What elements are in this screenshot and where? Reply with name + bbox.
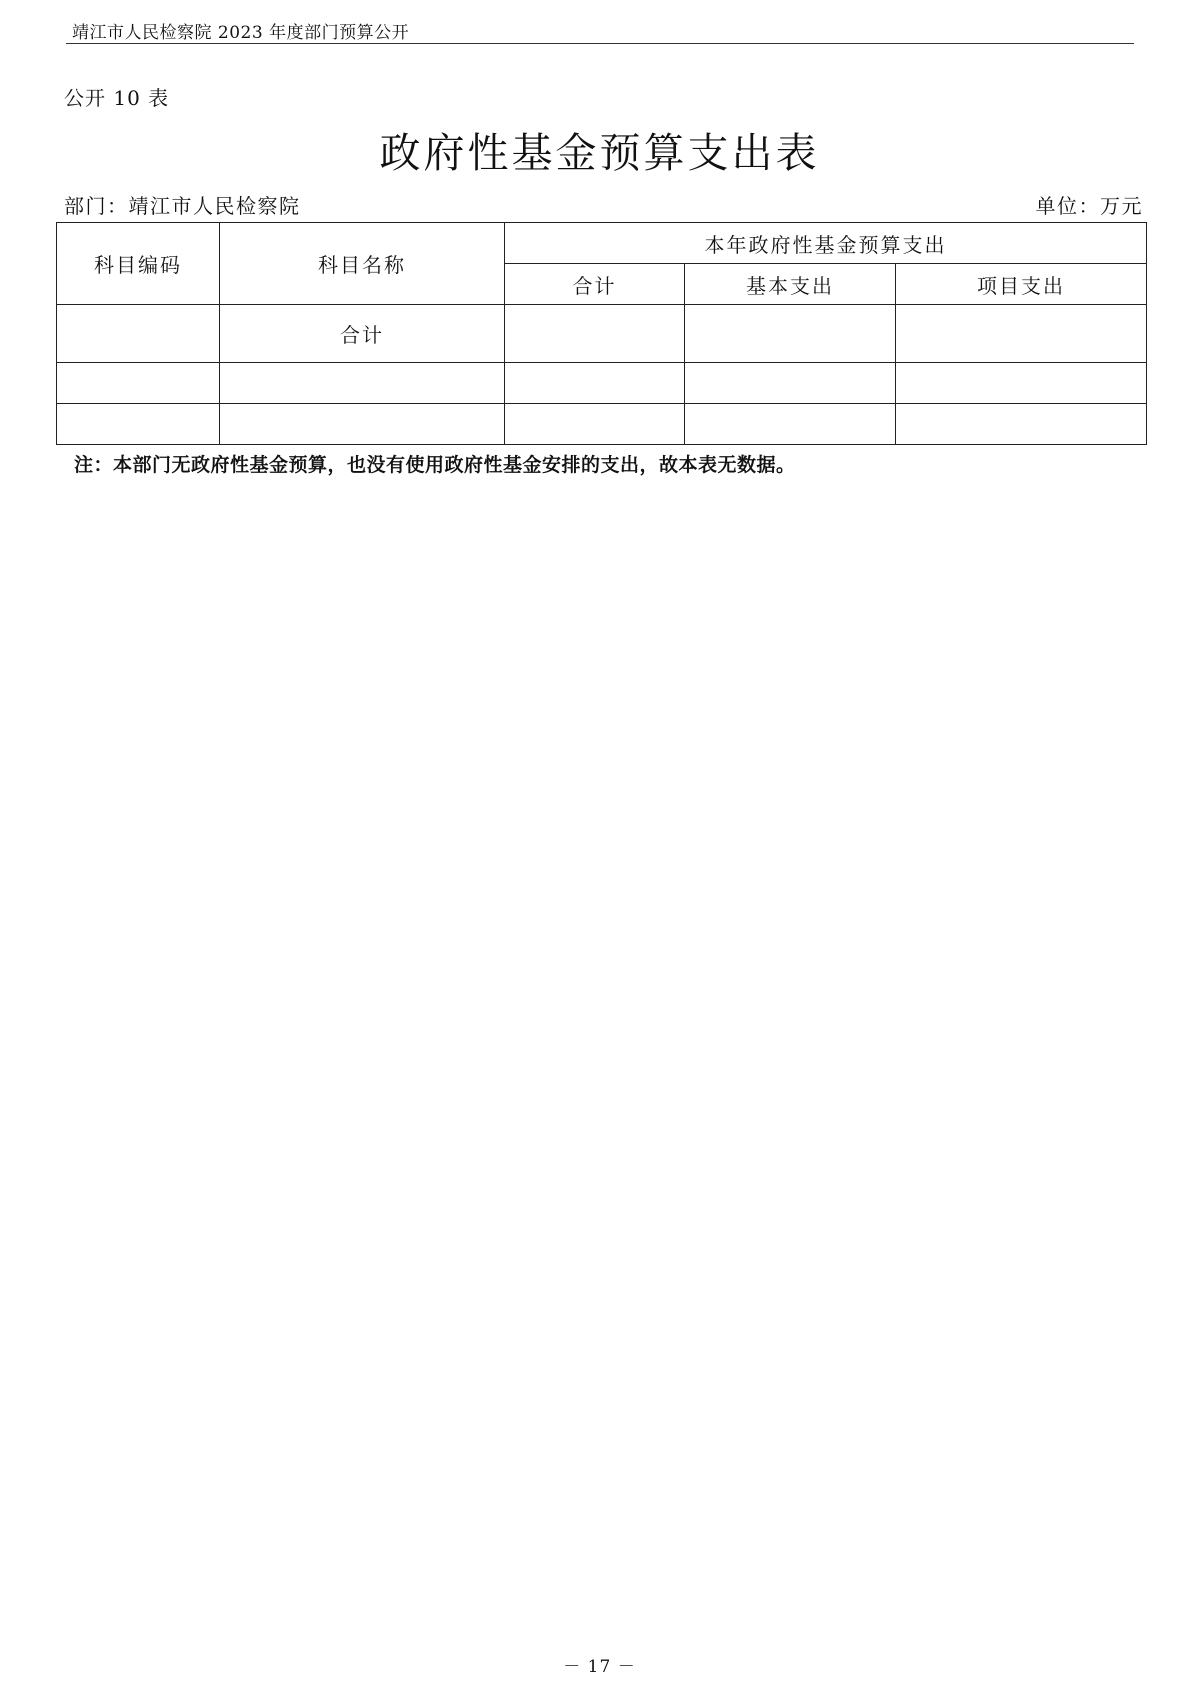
cell-total xyxy=(505,404,685,445)
table-number: 公开 10 表 xyxy=(64,86,170,110)
cell-basic xyxy=(685,404,896,445)
cell-code xyxy=(57,404,220,445)
cell-basic xyxy=(685,363,896,404)
cell-code xyxy=(57,363,220,404)
table-row xyxy=(57,404,1147,445)
cell-name: 合计 xyxy=(220,305,505,363)
page-title: 政府性基金预算支出表 xyxy=(379,129,820,177)
cell-name xyxy=(220,363,505,404)
cell-project xyxy=(896,363,1147,404)
table-note: 注：本部门无政府性基金预算，也没有使用政府性基金安排的支出，故本表无数据。 xyxy=(74,454,796,476)
budget-table xyxy=(56,222,1147,445)
header-project-expenditure: 项目支出 xyxy=(896,264,1147,305)
table-header-row xyxy=(57,223,1147,264)
cell-code xyxy=(57,305,220,363)
header-subject-code: 科目编码 xyxy=(57,223,220,305)
unit-label: 单位：万元 xyxy=(1035,194,1143,218)
table-row xyxy=(57,305,1147,363)
department-label: 部门：靖江市人民检察院 xyxy=(64,194,301,218)
cell-total xyxy=(505,363,685,404)
header-basic-expenditure: 基本支出 xyxy=(685,264,896,305)
cell-name xyxy=(220,404,505,445)
cell-total xyxy=(505,305,685,363)
header-total: 合计 xyxy=(505,264,685,305)
cell-project xyxy=(896,305,1147,363)
header-rule xyxy=(66,43,1134,44)
header-subject-name: 科目名称 xyxy=(220,223,505,305)
cell-basic xyxy=(685,305,896,363)
page-number: － 17 － xyxy=(563,1657,636,1677)
running-header: 靖江市人民检察院 2023 年度部门预算公开 xyxy=(72,23,410,43)
table-row xyxy=(57,363,1147,404)
cell-project xyxy=(896,404,1147,445)
header-fund-expenditure: 本年政府性基金预算支出 xyxy=(505,223,1147,264)
